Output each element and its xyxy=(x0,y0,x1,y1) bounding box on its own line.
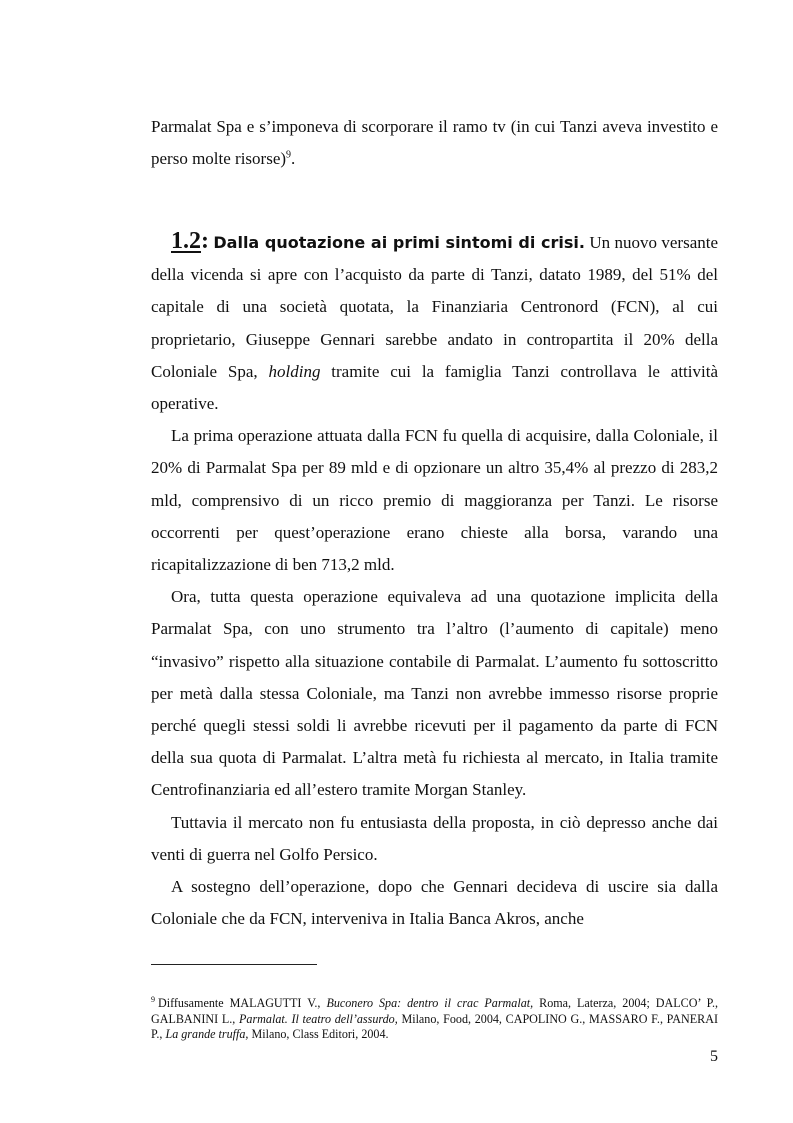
footnote-reference: 9 xyxy=(286,149,292,161)
page-number: 5 xyxy=(710,1048,718,1065)
paragraph: La prima operazione attuata dalla FCN fu quella di acquisire, dalla Coloniale, il 20% di Parmalat Spa per 89 mld e di opzionare un altro 35,4% al prezzo di 283,2 mld, comprensivo di un ricco premio di maggioranza per Tanzi. Le risorse occorrenti per quest’operazione erano chieste alla borsa, varando una ricapitalizzazione di ben 713,2 mld. xyxy=(151,426,718,575)
paragraph-text: Parmalat Spa e s’imponeva di scorporare il ramo tv (in cui Tanzi aveva investito e perso molte risorse) xyxy=(151,117,718,169)
paragraph: A sostegno dell’operazione, dopo che Gennari decideva di uscire sia dalla Coloniale che da FCN, interveniva in Italia Banca Akros, anche xyxy=(151,877,718,929)
paragraph: Ora, tutta questa operazione equivaleva ad una quotazione implicita della Parmalat Spa, con uno strumento tra l’altro (l’aumento di capitale) meno “invasivo” rispetto alla situazione contabile di Parmalat. L’aumento fu sottoscritto per metà dalla stessa Coloniale, ma Tanzi non avrebbe immesso risorse proprie perché quegli stessi soldi li avrebbe ricevuti per il pagamento da parte di FCN della sua quota di Parmalat. L’altra metà fu richiesta al mercato, in Italia tramite Centrofinanziaria ed all’estero tramite Morgan Stanley. xyxy=(151,587,718,800)
footnote-divider xyxy=(151,964,317,965)
footnote-number: 9 xyxy=(151,994,155,1004)
section-paragraph: 1.2: Dalla quotazione ai primi sintomi di crisi. Un nuovo versante della vicenda si apre con l’acquisto da parte di Tanzi, datato 1989, del 51% del capitale di una società quotata, la Finanziaria Centronord (FCN), al cui proprietario, Giuseppe Gennari sarebbe andato in contropartita il 20% della Coloniale Spa, holding tramite cui la famiglia Tanzi controllava le attività operative. xyxy=(151,228,719,414)
section-number: 1.2 xyxy=(171,228,201,254)
paragraph: Tuttavia il mercato non fu entusiasta della proposta, in ciò depresso anche dai venti di guerra nel Golfo Persico. xyxy=(151,812,718,864)
italic-term: holding xyxy=(268,361,321,381)
continued-paragraph: Parmalat Spa e s’imponeva di scorporare il ramo tv (in cui Tanzi aveva investito e perso molte risorse)$^9$. xyxy=(151,117,718,169)
section-body xyxy=(151,225,718,935)
section-title: Dalla quotazione ai primi sintomi di crisi. xyxy=(213,233,585,252)
footnote: $^9$ Diffusamente MALAGUTTI V., Buconero Spa: dentro il crac Parmalat, Roma, Laterza, 2004; DALCO’ P., GALBANINI L., Parmalat. Il teatro dell’assurdo, Milano, Food, 2004, CAPOLINO G., MASSARO F., PANERAI P., La grande truffa, Milano, Class Editori, 2004. xyxy=(151,994,718,1042)
